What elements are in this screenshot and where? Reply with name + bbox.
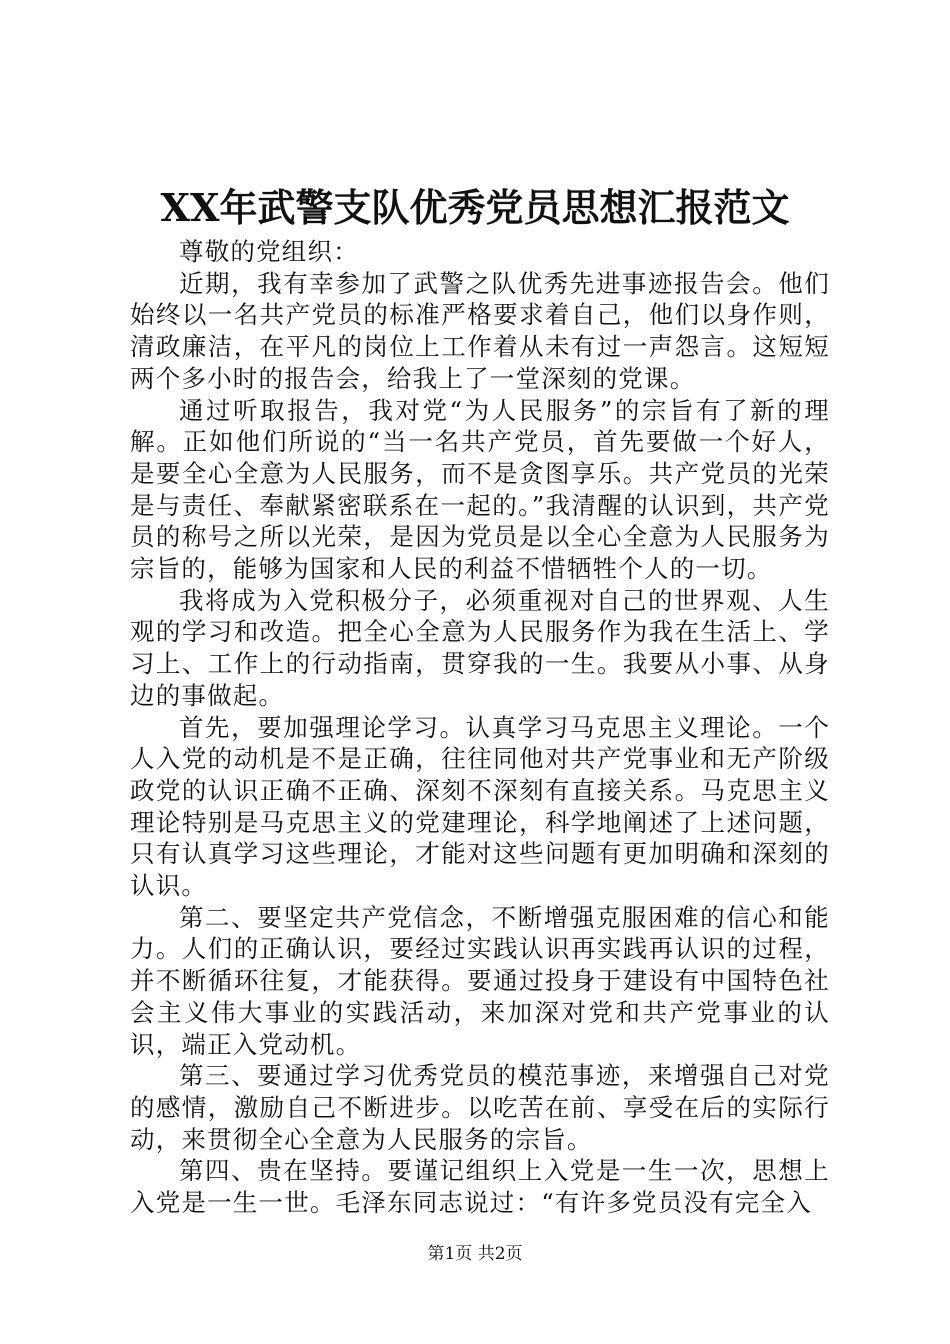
paragraph-1: 近期，我有幸参加了武警之队优秀先进事迹报告会。他们始终以一名共产党员的标准严格要求着自己，他们以身作则，清政廉洁，在平凡的岗位上工作着从未有过一声怨言。这短短两个多小时的报告会，给我上了一堂深刻的党课。 — [130, 268, 830, 393]
paragraph-3: 我将成为入党积极分子，必须重视对自己的世界观、人生观的学习和改造。把全心全意为人民服务作为我在生活上、学习上、工作上的行动指南，贯穿我的一生。我要从小事、从身边的事做起。 — [130, 585, 830, 710]
paragraph-4: 首先，要加强理论学习。认真学习马克思主义理论。一个人入党的动机是不是正确，往往同他对共产党事业和无产阶级政党的认识正确不正确、深刻不深刻有直接关系。马克思主义理论特别是马克思主义的党建理论，科学地阐述了上述问题，只有认真学习这些理论，才能对这些问题有更加明确和深刻的认识。 — [130, 712, 830, 901]
paragraph-6: 第三、要通过学习优秀党员的模范事迹，来增强自己对党的感情，激励自己不断进步。以吃苦在前、享受在后的实际行动，来贯彻全心全意为人民服务的宗旨。 — [130, 1061, 830, 1154]
document-title: XX年武警支队优秀党员思想汇报范文 — [160, 185, 790, 230]
salutation: 尊敬的党组织： — [179, 237, 359, 266]
page-footer: 第1页 共2页 — [427, 1244, 523, 1264]
paragraph-7: 第四、贵在坚持。要谨记组织上入党是一生一次，思想上入党是一生一世。毛泽东同志说过：“有许多党员没有完全入 — [130, 1156, 830, 1218]
paragraph-5: 第二、要坚定共产党信念，不断增强克服困难的信心和能力。人们的正确认识，要经过实践认识再实践再认识的过程，并不断循环往复，才能获得。要通过投身于建设有中国特色社会主义伟大事业的实践活动，来加深对党和共产党事业的认识，端正入党动机。 — [130, 902, 830, 1059]
document-body — [130, 236, 830, 1219]
paragraph-2: 通过听取报告，我对党“为人民服务”的宗旨有了新的理解。正如他们所说的“当一名共产党员，首先要做一个好人，是要全心全意为人民服务，而不是贪图享乐。共产党员的光荣是与责任、奉献紧密联系在一起的。”我清醒的认识到，共产党员的称号之所以光荣，是因为党员是以全心全意为人民服务为宗旨的，能够为国家和人民的利益不惜牺牲个人的一切。 — [130, 395, 830, 584]
